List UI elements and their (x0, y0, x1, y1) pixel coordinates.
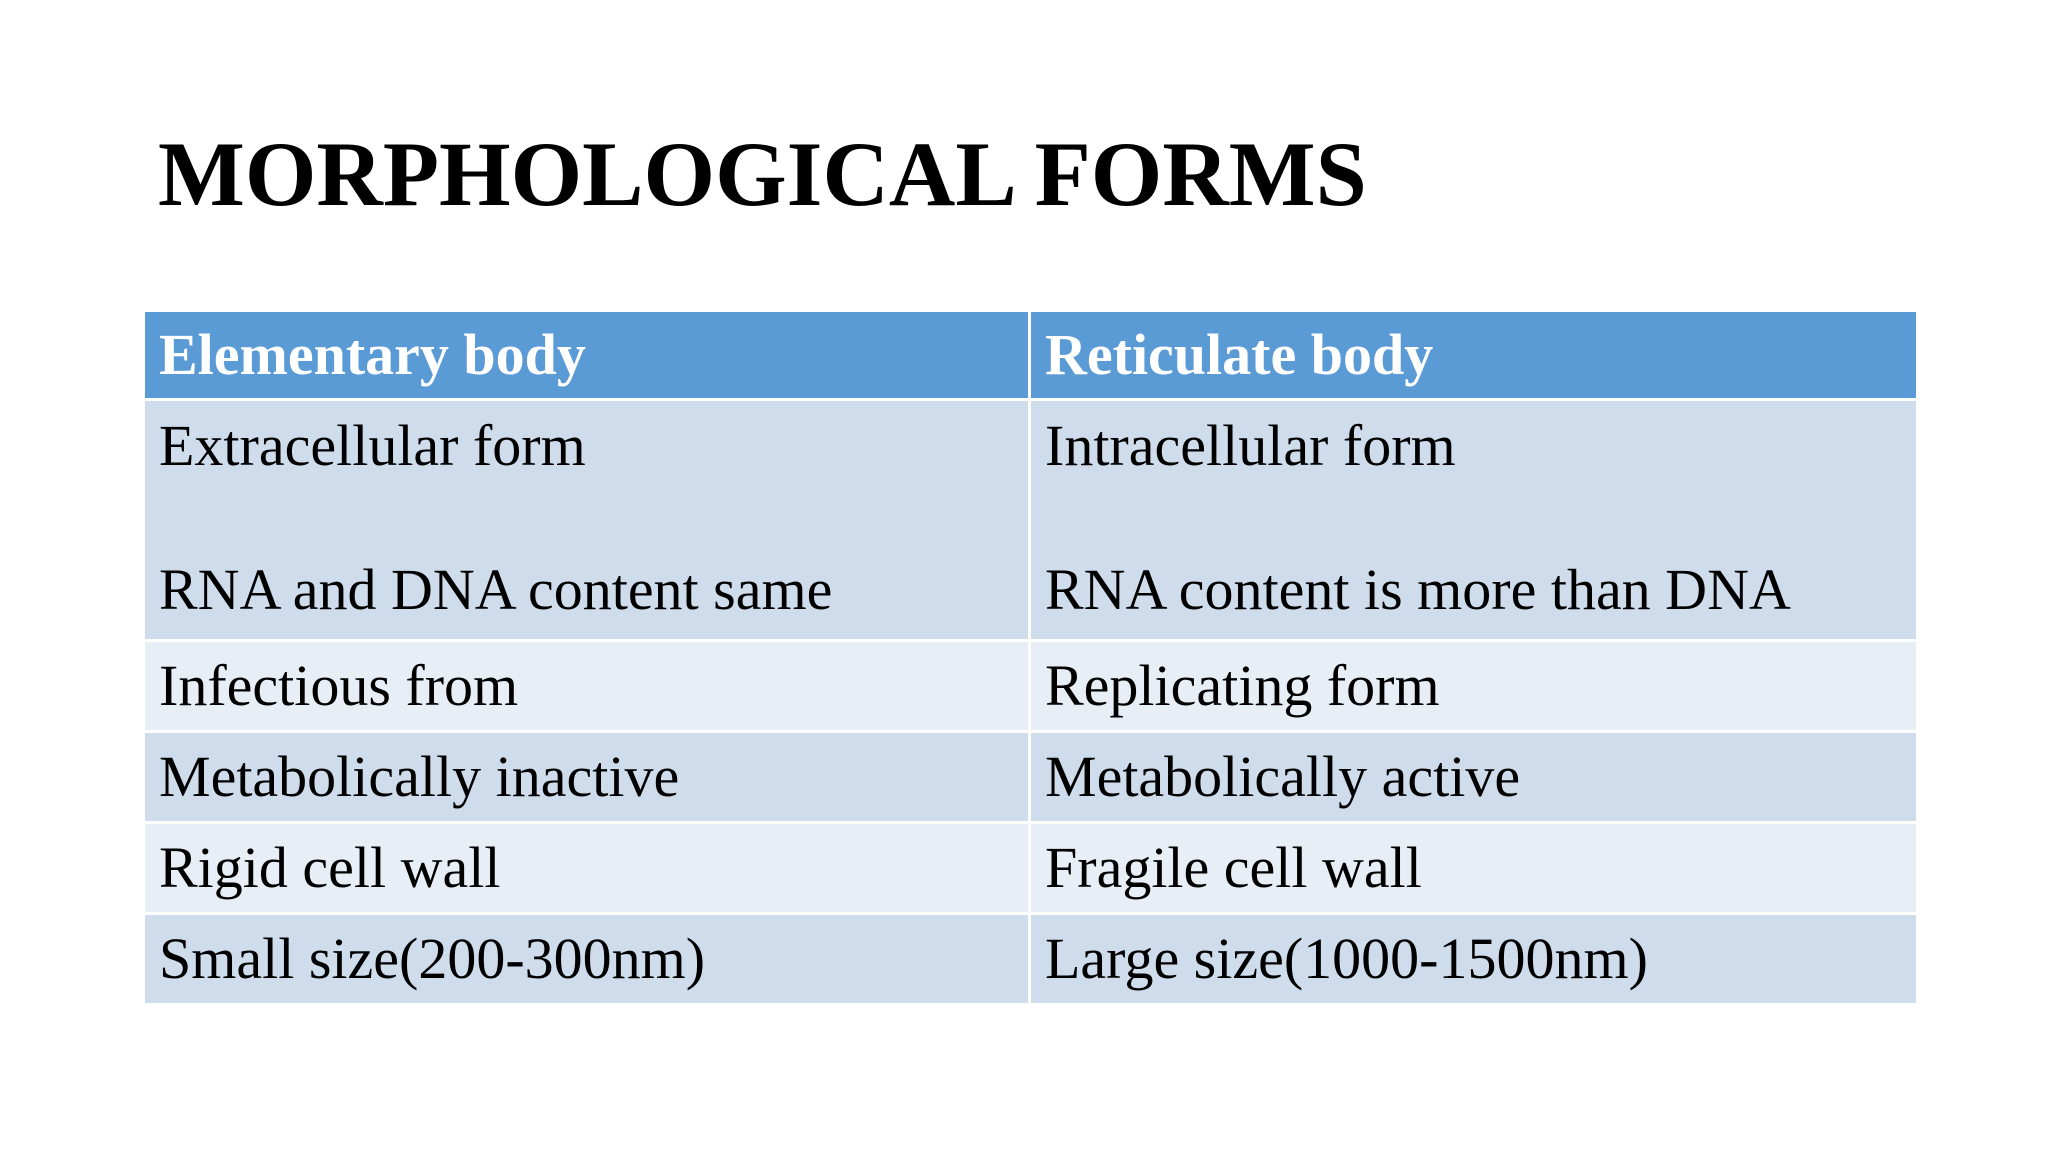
elementary-cell: Small size(200-300nm) (144, 914, 1030, 1005)
table-row (144, 732, 1918, 823)
elementary-cell: Infectious from (144, 641, 1030, 732)
cell-text: RNA content is more than DNA (1045, 557, 1791, 622)
cell-text: Extracellular form (159, 413, 586, 478)
cell-text: Intracellular form (1045, 413, 1456, 478)
table-row (144, 641, 1918, 732)
table-row (144, 400, 1918, 641)
comparison-table-container (142, 309, 1916, 1006)
elementary-cell: Metabolically inactive (144, 732, 1030, 823)
header-elementary-body: Elementary body (144, 311, 1030, 400)
reticulate-cell: Metabolically active (1030, 732, 1918, 823)
table-row (144, 914, 1918, 1005)
cell-spacer (159, 479, 1028, 557)
comparison-table (142, 309, 1919, 1006)
cell-spacer (1045, 479, 1916, 557)
table-row (144, 823, 1918, 914)
cell-text: RNA and DNA content same (159, 557, 833, 622)
reticulate-cell: Large size(1000-1500nm) (1030, 914, 1918, 1005)
reticulate-cell: Fragile cell wall (1030, 823, 1918, 914)
slide-title: MORPHOLOGICAL FORMS (158, 123, 1367, 225)
elementary-cell: Rigid cell wall (144, 823, 1030, 914)
elementary-cell (144, 400, 1030, 641)
reticulate-cell: Replicating form (1030, 641, 1918, 732)
reticulate-cell (1030, 400, 1918, 641)
header-reticulate-body: Reticulate body (1030, 311, 1918, 400)
table-header-row (144, 311, 1918, 400)
